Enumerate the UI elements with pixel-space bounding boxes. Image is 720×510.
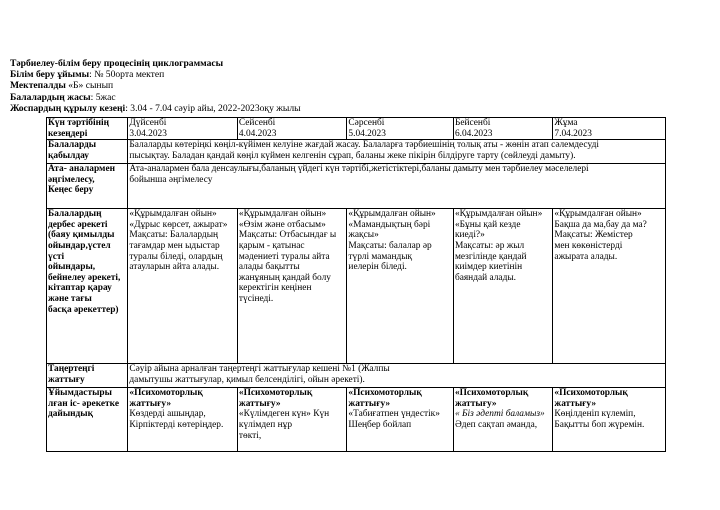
cell-head-line: «Психомоторлық: [454, 388, 529, 399]
label-line: дербес әрекеті: [48, 219, 108, 230]
label-line: Кеңес беру: [48, 185, 94, 196]
cell-line: «Құрымдалған ойын»: [129, 209, 217, 220]
age-line: [10, 92, 710, 103]
prep-label: [47, 388, 128, 452]
activity-cell-thu: [453, 209, 552, 364]
cell-line: Мақсаты: Балалардың: [129, 230, 219, 241]
cell-line: күлімдеп нұр: [238, 419, 293, 430]
cell-line: түрлі мамандық: [348, 251, 413, 262]
text-line: Сәуір айына арналған таңертеңгі жаттығулар кешені №1 (Жалпы: [129, 364, 390, 375]
days-row: [47, 118, 666, 140]
document-header: [10, 58, 710, 114]
label-line: және тағы: [48, 293, 92, 304]
cell-line: Мақсаты: балалар әр: [348, 240, 432, 251]
age-value: : 5жас: [90, 91, 116, 103]
cell-head-line: жаттығу»: [554, 398, 597, 409]
label-line: ойындары,: [48, 262, 96, 273]
cell-head-line: жаттығу»: [238, 398, 281, 409]
cell-line: мен көкөністерді: [554, 240, 623, 251]
cell-line: Көңілденіп күлеміп,: [554, 409, 636, 420]
cell-head-line: жаттығу»: [454, 398, 497, 409]
cell-line: «Бұны қай кезде: [454, 219, 521, 230]
activity-row: [47, 209, 666, 364]
label-line: ойындар,үстел: [48, 240, 111, 251]
period-value: : 3.04 - 7.04 сәуір айы, 2022-2023оқу жылы: [125, 102, 301, 114]
exercise-row: [47, 364, 666, 388]
cell-line: «Дұрыс көрсет, ажырат»: [129, 219, 228, 230]
prep-cell-wed: [347, 388, 454, 452]
group-line: [10, 80, 710, 91]
corner-cell: [47, 118, 128, 140]
doc-title: Тәрбиелеу-білім беру процесінің циклограммасы: [10, 58, 224, 69]
cell-line: мәдениеті туралы айта: [238, 251, 330, 262]
day-cell: [347, 118, 454, 140]
day-name: Дүйсенбі: [129, 118, 167, 128]
cell-line: қарым - қатынас: [238, 240, 305, 251]
label-line: басқа әрекеттер): [48, 304, 119, 315]
parents-label: [47, 164, 128, 209]
label-line: Ұйымдастыры: [48, 388, 112, 399]
cell-line: алады бақытты: [238, 262, 300, 273]
cell-line: Мақсаты: әр жыл: [454, 240, 525, 251]
cell-line: киімдер киетінін: [454, 262, 523, 273]
cell-line: атауларын айта алады.: [129, 262, 220, 273]
prep-cell-mon: [128, 388, 238, 452]
day-date: 3.04.2023: [129, 128, 167, 139]
prep-cell-thu: [453, 388, 552, 452]
cell-line: «Өзім және отбасым»: [238, 219, 326, 230]
label-line: Балалардың: [48, 209, 102, 220]
text-line: Балаларды көтеріңкі көңіл-күйімен келуіне жағдай жасау. Балаларға тәрбиешінің толық аты - жөнін атап сәлемдесуді: [129, 140, 599, 151]
cell-line: Бақытты боп жүремін.: [554, 419, 645, 430]
prep-cell-tue: [237, 388, 347, 452]
org-label: Білім беру ұйымы: [10, 69, 90, 81]
org-line: [10, 69, 710, 80]
cell-line: түсінеді.: [238, 293, 274, 304]
day-name: Жұма: [554, 118, 578, 128]
day-name: Сейсенбі: [238, 118, 276, 128]
label-line: кітаптар қарау: [48, 283, 112, 294]
schedule-table: [46, 117, 666, 452]
cell-line: «Күлімдеген күн» Күн: [238, 409, 330, 420]
cell-line: иелерін біледі.: [348, 262, 407, 273]
reception-row: [47, 140, 666, 164]
org-value: : № 50орта мектеп: [89, 69, 165, 81]
day-name: Бейсенбі: [454, 118, 491, 128]
text-line: дамытушы жаттығулар, қимыл белсенділігі, ойын әрекеті).: [129, 374, 365, 385]
day-cell: [453, 118, 552, 140]
group-value: «Б» сынып: [65, 80, 114, 92]
day-cell: [237, 118, 347, 140]
day-name: Сәрсенбі: [348, 118, 385, 128]
cell-line: Мақсаты: Отбасындағ ы: [238, 230, 337, 241]
corner-line: Күн тәртібінің: [48, 118, 109, 128]
activity-cell-fri: [553, 209, 666, 364]
prep-cell-fri: [553, 388, 666, 452]
label-line: (баяу қимылды: [48, 230, 115, 241]
cell-head-line: «Психомоторлық: [238, 388, 313, 399]
activity-label: [47, 209, 128, 364]
group-label: Мектепалды: [10, 80, 66, 92]
cell-line: баяндай алады.: [454, 272, 516, 283]
cell-line: Бақша да ма,бау да ма?: [554, 219, 647, 230]
text-line: Ата-аналармен бала денсаулығы,баланың үйдегі күн тәртібі,жетістіктері,баланы дамыту мен тәрбиелеу мәселелері: [129, 164, 589, 175]
label-line: қабылдау: [48, 150, 89, 161]
cell-line: тағамдар мен ыдыстар: [129, 240, 220, 251]
day-date: 7.04.2023: [554, 128, 592, 139]
parents-row: [47, 164, 666, 209]
text-line: бойынша әңгімелесу: [129, 174, 213, 185]
cell-head-line: жаттығу»: [129, 398, 172, 409]
cell-line: мезгілінде қандай: [454, 251, 527, 262]
cell-head-line: жаттығу»: [348, 398, 391, 409]
cell-head-line: «Психомоторлық: [554, 388, 628, 399]
period-label: Жоспардың құрылу кезеңі: [10, 102, 126, 114]
day-date: 5.04.2023: [348, 128, 386, 139]
cell-head-line: «Психомоторлық: [348, 388, 422, 399]
cell-line: «Табиғатпен үндестік»: [348, 409, 440, 420]
label-line: Таңертеңгі: [48, 364, 95, 375]
cell-line: киеді?»: [454, 230, 485, 241]
label-line: Ата- аналармен: [48, 164, 116, 175]
label-line: үсті: [48, 251, 65, 262]
cell-line: туралы біледі, олардың: [129, 251, 223, 262]
cell-line: жақсы»: [348, 230, 379, 241]
activity-cell-wed: [347, 209, 454, 364]
text-line: пысықтау. Баладан қандай көңіл күймен келгенін сұрап, баланы жеке пікірін білдіруге тарту (сөйлеуді дамыту).: [129, 150, 576, 161]
label-line: бейнелеу әрекеті,: [48, 272, 121, 283]
day-cell: [128, 118, 238, 140]
day-cell: [553, 118, 666, 140]
exercise-text: [128, 364, 666, 388]
cell-line: Кірпіктерді көтеріңдер.: [129, 419, 224, 430]
period-line: [10, 103, 710, 114]
cell-line: Көздерді ашыңдар,: [129, 409, 206, 420]
day-date: 4.04.2023: [238, 128, 277, 139]
cell-line: төкті,: [238, 430, 262, 441]
cell-head-line: «Психомоторлық: [129, 388, 203, 399]
day-date: 6.04.2023: [454, 128, 493, 139]
activity-cell-mon: [128, 209, 238, 364]
cell-line: керектігін кеңінен: [238, 283, 312, 294]
label-line: лған іс- әрекетке: [48, 398, 119, 409]
cell-line: жанұяның қандай болу: [238, 272, 331, 283]
cell-line: «Құрымдалған ойын»: [554, 209, 642, 220]
exercise-label: [47, 364, 128, 388]
reception-label: [47, 140, 128, 164]
cell-line: «Құрымдалған ойын»: [454, 209, 543, 220]
cell-line: «Құрымдалған ойын»: [238, 209, 327, 220]
corner-line: кезеңдері: [48, 128, 88, 139]
cell-line: « Біз әдепті баламыз»: [454, 409, 545, 420]
cell-line: «Мамандықтың бәрі: [348, 219, 431, 230]
cell-line: Шеңбер бойлап: [348, 419, 412, 430]
cell-line: Әдеп сақтап әманда,: [454, 419, 538, 430]
cell-line: Мақсаты: Жемістер: [554, 230, 633, 241]
label-line: әңгімелесу,: [48, 174, 95, 185]
label-line: дайындық: [48, 409, 94, 420]
prep-row: [47, 388, 666, 452]
label-line: жаттығу: [48, 374, 85, 385]
cell-line: «Құрымдалған ойын»: [348, 209, 436, 220]
parents-text: [128, 164, 666, 209]
reception-text: [128, 140, 666, 164]
age-label: Балалардың жасы: [10, 91, 91, 103]
label-line: Балаларды: [48, 140, 97, 151]
cell-line: ажырата алады.: [554, 251, 618, 262]
activity-cell-tue: [237, 209, 347, 364]
